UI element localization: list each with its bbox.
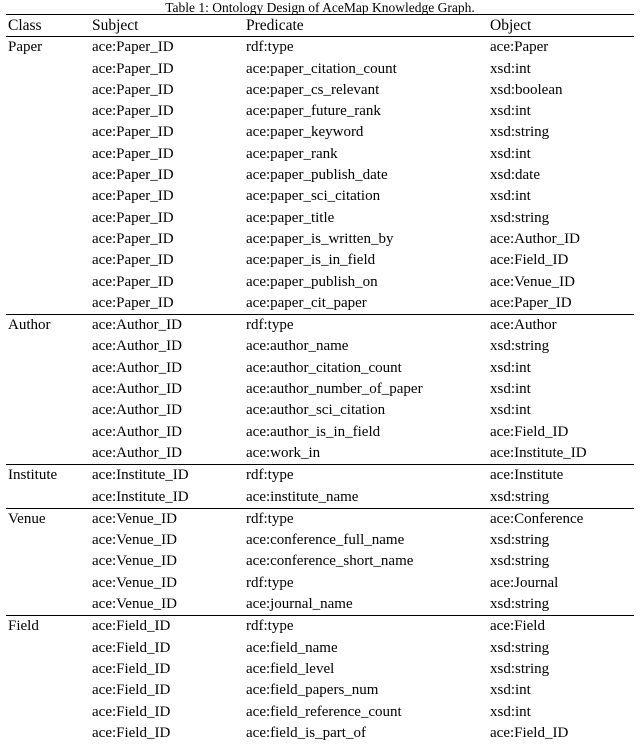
cell-class — [6, 165, 90, 186]
cell-subject: ace:Paper_ID — [92, 60, 174, 77]
cell-object: ace:Author_ID — [490, 230, 580, 247]
cell-subject: ace:Paper_ID — [92, 103, 174, 120]
cell-class — [6, 400, 90, 421]
table-row — [6, 272, 634, 293]
cell-predicate: ace:author_citation_count — [246, 359, 402, 376]
cell-predicate: rdf:type — [244, 37, 488, 59]
table-row — [6, 358, 634, 379]
cell-class — [6, 551, 90, 572]
cell-class — [6, 101, 90, 122]
cell-subject: ace:Author_ID — [92, 423, 182, 440]
cell-class — [6, 272, 90, 293]
cell-subject: ace:Paper_ID — [92, 81, 174, 98]
table-row — [6, 702, 634, 723]
cell-subject: ace:Venue_ID — [92, 532, 177, 549]
table-row — [6, 101, 634, 122]
cell-subject: ace:Field_ID — [92, 724, 171, 741]
cell-predicate: ace:paper_cit_paper — [246, 294, 367, 311]
cell-subject: ace:Field_ID — [92, 703, 171, 720]
cell-object: ace:Field_ID — [490, 252, 569, 269]
cell-class — [6, 293, 90, 315]
cell-subject: ace:Paper_ID — [92, 145, 174, 162]
cell-subject: ace:Author_ID — [92, 338, 182, 355]
table-row — [6, 400, 634, 421]
table-row — [6, 659, 634, 680]
cell-object: xsd:string — [490, 209, 550, 226]
cell-predicate: rdf:type — [244, 508, 488, 530]
table-row — [6, 551, 634, 572]
cell-predicate: ace:conference_full_name — [246, 532, 405, 549]
cell-predicate: rdf:type — [246, 574, 294, 591]
table-row — [6, 208, 634, 229]
cell-subject: ace:Field_ID — [92, 682, 171, 699]
table-caption: Table 1: Ontology Design of AceMap Knowledge Graph. — [165, 0, 475, 14]
cell-class — [6, 80, 90, 101]
table-row — [6, 293, 634, 315]
cell-subject: ace:Field_ID — [92, 660, 171, 677]
cell-object: ace:Venue_ID — [490, 273, 575, 290]
cell-subject: ace:Institute_ID — [92, 488, 189, 505]
cell-object: ace:Conference — [488, 508, 634, 530]
cell-object: xsd:int — [490, 682, 531, 699]
cell-subject: ace:Author_ID — [92, 402, 182, 419]
cell-predicate: ace:author_number_of_paper — [246, 381, 423, 398]
cell-subject: ace:Venue_ID — [92, 596, 177, 613]
cell-object: xsd:string — [490, 338, 550, 355]
cell-class — [6, 573, 90, 594]
cell-class — [6, 186, 90, 207]
cell-object: ace:Paper — [488, 37, 634, 59]
cell-class — [6, 144, 90, 165]
table-row — [6, 59, 634, 80]
table-row — [6, 122, 634, 143]
table-row — [6, 443, 634, 465]
cell-predicate: ace:field_reference_count — [246, 703, 402, 720]
cell-subject: ace:Paper_ID — [92, 294, 174, 311]
cell-object: xsd:int — [490, 703, 531, 720]
cell-object: xsd:int — [490, 145, 531, 162]
cell-predicate: ace:paper_publish_date — [246, 167, 388, 184]
cell-subject: ace:Author_ID — [92, 359, 182, 376]
cell-predicate: ace:field_papers_num — [246, 682, 379, 699]
cell-class — [6, 723, 90, 744]
cell-class — [6, 680, 90, 701]
cell-class: Venue — [6, 508, 90, 530]
cell-object: ace:Institute — [488, 465, 634, 487]
cell-object: ace:Author — [488, 315, 634, 337]
cell-class — [6, 336, 90, 357]
table-row — [6, 616, 634, 638]
header-row — [6, 15, 634, 37]
cell-class — [6, 422, 90, 443]
table-row — [6, 336, 634, 357]
cell-object: xsd:string — [490, 488, 550, 505]
cell-subject: ace:Venue_ID — [90, 508, 244, 530]
table-row — [6, 379, 634, 400]
cell-predicate: ace:author_name — [246, 338, 349, 355]
table-row — [6, 594, 634, 616]
cell-predicate: ace:field_level — [246, 660, 335, 677]
table-row — [6, 144, 634, 165]
cell-object: xsd:string — [490, 639, 550, 656]
table-body — [6, 37, 634, 744]
cell-class — [6, 594, 90, 616]
ontology-table — [6, 14, 634, 744]
table-row — [6, 315, 634, 337]
cell-class — [6, 122, 90, 143]
cell-class: Author — [6, 315, 90, 337]
table-row — [6, 186, 634, 207]
cell-class — [6, 659, 90, 680]
cell-subject: ace:Author_ID — [92, 444, 182, 461]
cell-predicate: ace:paper_keyword — [246, 124, 364, 141]
cell-predicate: ace:author_is_in_field — [246, 423, 381, 440]
column-header-subject: Subject — [90, 15, 244, 37]
cell-class — [6, 443, 90, 465]
cell-subject: ace:Venue_ID — [92, 553, 177, 570]
table-row — [6, 165, 634, 186]
table-row — [6, 723, 634, 744]
cell-subject: ace:Paper_ID — [92, 273, 174, 290]
cell-subject: ace:Institute_ID — [90, 465, 244, 487]
cell-predicate: ace:paper_is_in_field — [246, 252, 376, 269]
cell-class — [6, 702, 90, 723]
cell-class: Institute — [6, 465, 90, 487]
cell-predicate: ace:work_in — [246, 444, 321, 461]
cell-object: xsd:string — [490, 532, 550, 549]
column-header-class: Class — [6, 15, 90, 37]
table-row — [6, 465, 634, 487]
cell-object: xsd:string — [490, 596, 550, 613]
cell-object: xsd:int — [490, 359, 531, 376]
cell-class: Field — [6, 616, 90, 638]
table-row — [6, 638, 634, 659]
cell-predicate: ace:paper_title — [246, 209, 335, 226]
cell-predicate: ace:paper_rank — [246, 145, 338, 162]
cell-object: xsd:int — [490, 60, 531, 77]
cell-predicate: ace:paper_publish_on — [246, 273, 378, 290]
cell-object: xsd:int — [490, 381, 531, 398]
table-row — [6, 422, 634, 443]
cell-object: xsd:date — [490, 167, 540, 184]
cell-object: xsd:string — [490, 553, 550, 570]
cell-predicate: ace:institute_name — [246, 488, 359, 505]
table-row — [6, 508, 634, 530]
cell-object: ace:Field_ID — [490, 423, 569, 440]
cell-class — [6, 208, 90, 229]
table-row — [6, 37, 634, 59]
table-row — [6, 250, 634, 271]
cell-subject: ace:Venue_ID — [92, 574, 177, 591]
cell-object: ace:Institute_ID — [490, 444, 587, 461]
cell-predicate: ace:paper_is_written_by — [246, 230, 394, 247]
table-row — [6, 680, 634, 701]
table-header — [6, 15, 634, 37]
cell-object: xsd:int — [490, 188, 531, 205]
cell-object: xsd:boolean — [490, 81, 563, 98]
table-row — [6, 229, 634, 250]
cell-object: xsd:string — [490, 124, 550, 141]
table-row — [6, 530, 634, 551]
table-row — [6, 573, 634, 594]
cell-subject: ace:Paper_ID — [92, 124, 174, 141]
cell-subject: ace:Field_ID — [92, 639, 171, 656]
cell-subject: ace:Field_ID — [90, 616, 244, 638]
cell-class — [6, 487, 90, 509]
cell-class — [6, 530, 90, 551]
cell-subject: ace:Paper_ID — [92, 252, 174, 269]
cell-predicate: ace:journal_name — [246, 596, 353, 613]
column-header-object: Object — [488, 15, 634, 37]
cell-predicate: ace:conference_short_name — [246, 553, 414, 570]
table-row — [6, 80, 634, 101]
cell-object: xsd:string — [490, 660, 550, 677]
cell-predicate: rdf:type — [244, 315, 488, 337]
cell-object: ace:Field — [488, 616, 634, 638]
cell-subject: ace:Paper_ID — [90, 37, 244, 59]
cell-class — [6, 229, 90, 250]
table-row — [6, 487, 634, 509]
cell-object: ace:Journal — [490, 574, 559, 591]
cell-predicate: ace:paper_future_rank — [246, 103, 381, 120]
cell-object: xsd:int — [490, 103, 531, 120]
cell-object: xsd:int — [490, 402, 531, 419]
cell-predicate: ace:paper_cs_relevant — [246, 81, 380, 98]
cell-class — [6, 358, 90, 379]
cell-predicate: ace:paper_sci_citation — [246, 188, 381, 205]
cell-predicate: rdf:type — [244, 465, 488, 487]
cell-subject: ace:Author_ID — [90, 315, 244, 337]
column-header-predicate: Predicate — [244, 15, 488, 37]
cell-predicate: ace:field_name — [246, 639, 338, 656]
cell-class: Paper — [6, 37, 90, 59]
cell-subject: ace:Paper_ID — [92, 167, 174, 184]
cell-class — [6, 59, 90, 80]
cell-predicate: ace:paper_citation_count — [246, 60, 397, 77]
cell-subject: ace:Author_ID — [92, 381, 182, 398]
cell-class — [6, 379, 90, 400]
cell-subject: ace:Paper_ID — [92, 230, 174, 247]
cell-object: ace:Paper_ID — [490, 294, 572, 311]
cell-predicate: ace:field_is_part_of — [246, 724, 366, 741]
cell-object: ace:Field_ID — [490, 724, 569, 741]
cell-subject: ace:Paper_ID — [92, 188, 174, 205]
cell-predicate: ace:author_sci_citation — [246, 402, 386, 419]
cell-predicate: rdf:type — [244, 616, 488, 638]
cell-class — [6, 250, 90, 271]
cell-subject: ace:Paper_ID — [92, 209, 174, 226]
cell-class — [6, 638, 90, 659]
